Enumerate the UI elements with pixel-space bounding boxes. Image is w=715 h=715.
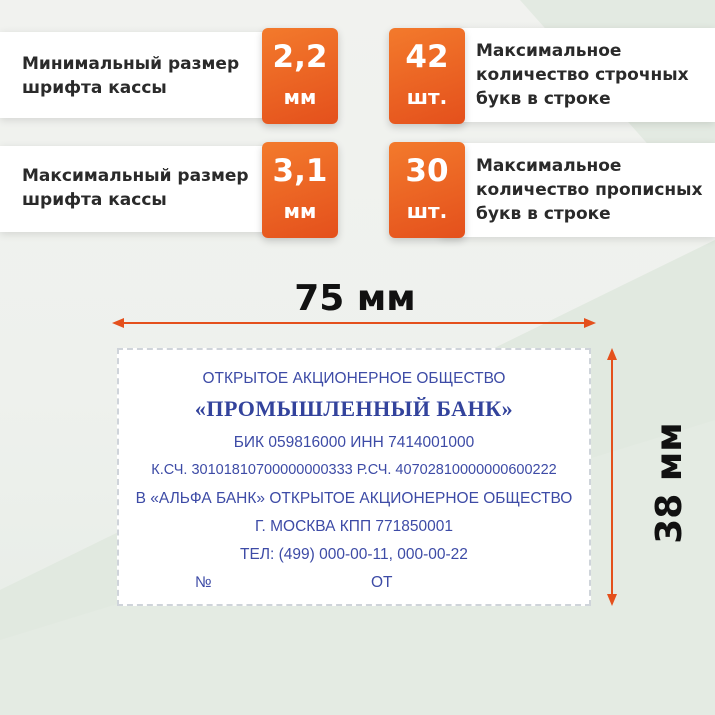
stamp-number-label: № bbox=[195, 574, 212, 591]
stamp-bank-name: «ПРОМЫШЛЕННЫЙ БАНК» bbox=[194, 396, 514, 421]
stamp-accounts: К.СЧ. 30101810700000000333 Р.СЧ. 40702810000000600222 bbox=[151, 462, 557, 478]
stamp-city-kpp: Г. МОСКВА КПП 771850001 bbox=[255, 518, 453, 535]
stamp-bik-inn: БИК 059816000 ИНН 7414001000 bbox=[233, 434, 475, 451]
width-dimension-label: 75 мм bbox=[294, 278, 416, 319]
spec-value: 42 bbox=[405, 39, 449, 75]
spec-label-line: количество строчных bbox=[476, 65, 689, 85]
spec-label-line: Максимальное bbox=[476, 156, 622, 176]
spec-label-line: Максимальное bbox=[476, 41, 622, 61]
stamp-impression bbox=[117, 348, 591, 606]
spec-label-line: шрифта кассы bbox=[22, 78, 167, 98]
spec-unit: шт. bbox=[406, 85, 448, 109]
height-dimension-label: 38 мм bbox=[649, 422, 690, 544]
spec-label-line: Максимальный размер bbox=[22, 166, 249, 186]
width-arrow-right-head bbox=[584, 318, 596, 328]
stamp-bank-branch: В «АЛЬФА БАНК» ОТКРЫТОЕ АКЦИОНЕРНОЕ ОБЩЕСТВО bbox=[135, 490, 573, 507]
spec-label-line: Минимальный размер bbox=[22, 54, 240, 74]
spec-value: 3,1 bbox=[272, 153, 328, 189]
stamp-phone: ТЕЛ: (499) 000-00-11, 000-00-22 bbox=[240, 546, 468, 563]
height-arrow-bottom-head bbox=[607, 594, 617, 606]
spec-unit: шт. bbox=[406, 199, 448, 223]
stamp-org-type: ОТКРЫТОЕ АКЦИОНЕРНОЕ ОБЩЕСТВО bbox=[202, 370, 506, 387]
spec-label-line: букв в строке bbox=[476, 89, 611, 109]
spec-unit: мм bbox=[283, 85, 317, 109]
stamp-date-label: ОТ bbox=[371, 574, 393, 591]
spec-value: 30 bbox=[405, 153, 449, 189]
spec-unit: мм bbox=[283, 199, 317, 223]
height-arrow-top-head bbox=[607, 348, 617, 360]
spec-label-line: шрифта кассы bbox=[22, 190, 167, 210]
width-arrow-left-head bbox=[112, 318, 124, 328]
spec-label-line: букв в строке bbox=[476, 204, 611, 224]
spec-label-line: количество прописных bbox=[476, 180, 703, 200]
spec-value: 2,2 bbox=[272, 39, 328, 75]
